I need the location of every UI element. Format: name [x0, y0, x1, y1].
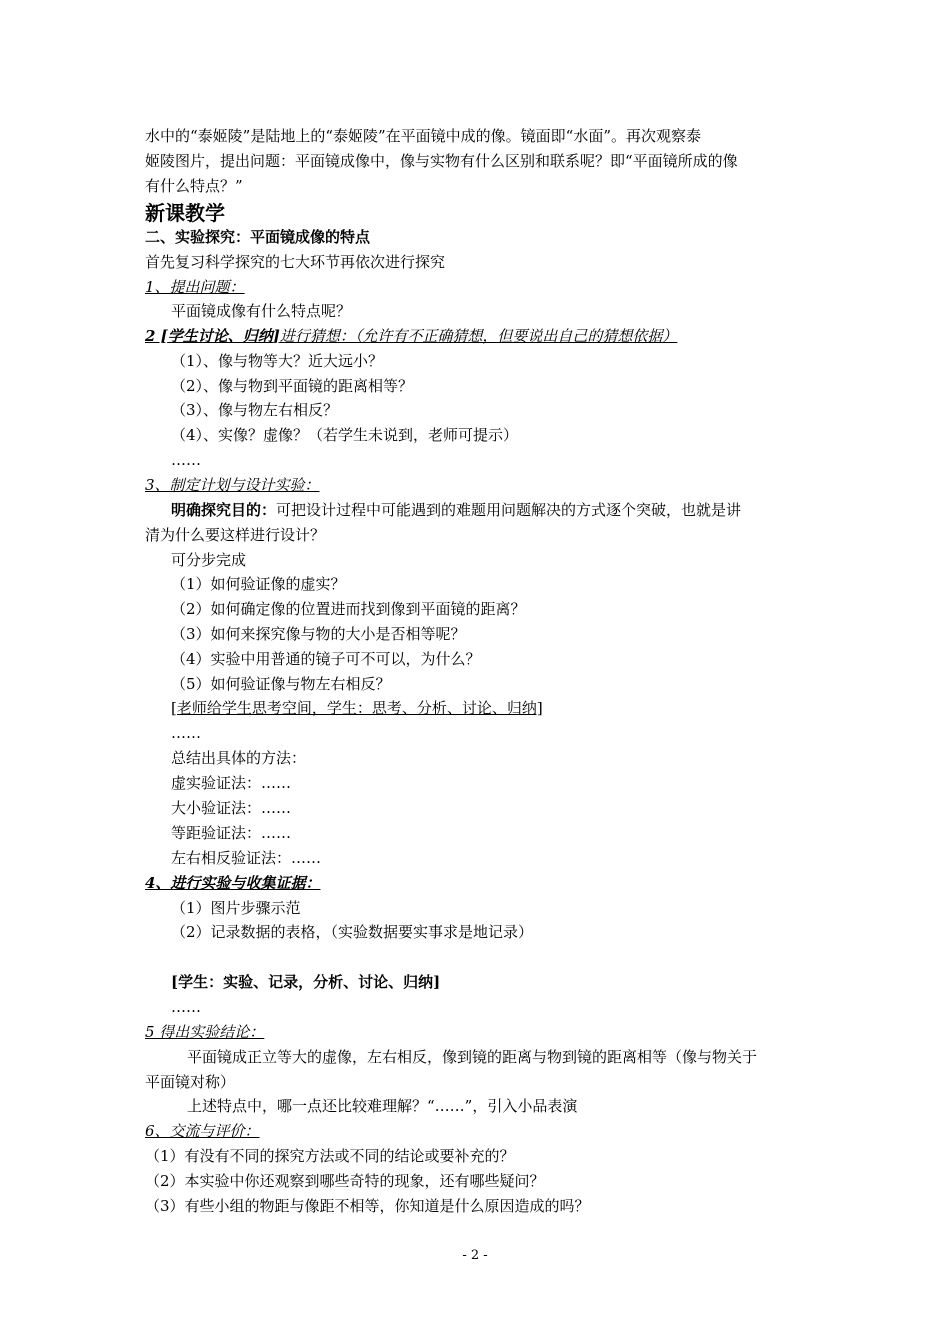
step1-title: 1、提出问题：	[145, 278, 245, 296]
method-item: 大小验证法：……	[171, 799, 292, 817]
guess-item: （1）、像与物等大？近大远小？	[171, 352, 384, 370]
teacher-note: [老师给学生思考空间，学生：思考、分析、讨论、归纳]	[171, 699, 543, 717]
guess-item: （3）、像与物左右相反？	[171, 401, 339, 419]
step6-item: （1）有没有不同的探究方法或不同的结论或要补充的？	[145, 1147, 515, 1165]
purpose-line	[171, 500, 741, 520]
step2-bracket-text: 学生讨论、归纳	[167, 327, 273, 345]
step6-title: 6、交流与评价：	[145, 1122, 260, 1140]
purpose-text-2: 清为什么要这样进行设计？	[145, 526, 326, 544]
ellipsis: ……	[171, 724, 201, 742]
step5-title: 5 得出实验结论：	[145, 1023, 265, 1041]
conclusion-line-1: 平面镜成正立等大的虚像，左右相反，像到镜的距离与物到镜的距离相等（像与物关于	[187, 1048, 758, 1066]
step2-title-rest: 进行猜想：（允许有不正确猜想，但要说出自己的猜想依据）	[279, 327, 678, 345]
review-line: 首先复习科学探究的七大环节再依次进行探究	[145, 253, 446, 271]
step4-title: 4、进行实验与收集证据：	[145, 874, 321, 892]
section-title: 新课教学	[145, 201, 225, 225]
step6-item: （2）本实验中你还观察到哪些奇特的现象，还有哪些疑问？	[145, 1172, 545, 1190]
design-question: （1）如何验证像的虚实？	[171, 575, 346, 593]
step4-item: （2）记录数据的表格，（实验数据要实事求是地记录）	[171, 923, 534, 941]
purpose-text: 可把设计过程中可能遇到的难题用问题解决的方式逐个突破，也就是讲	[276, 501, 742, 519]
step2-close: ]	[272, 327, 280, 345]
student-note: [学生：实验、记录，分析、讨论、归纳]	[171, 973, 441, 991]
step1-question: 平面镜成像有什么特点呢？	[171, 302, 352, 320]
method-item: 左右相反验证法：……	[171, 849, 322, 867]
step4-item: （1）图片步骤示范	[171, 899, 301, 917]
step3-title: 3、制定计划与设计实验：	[145, 476, 320, 494]
guess-item: ……	[171, 451, 201, 469]
followup-line: 上述特点中，哪一点还比较难理解？“……”，引入小品表演	[187, 1097, 578, 1115]
step2-title	[145, 326, 677, 346]
design-question: （3）如何来探究像与物的大小是否相等呢？	[171, 625, 466, 643]
design-question: （4）实验中用普通的镜子可不可以，为什么？	[171, 650, 481, 668]
stepwise-line: 可分步完成	[171, 551, 247, 569]
intro-line-3: 有什么特点？”	[145, 177, 243, 195]
summary-line: 总结出具体的方法：	[171, 749, 307, 767]
guess-item: （2）、像与物到平面镜的距离相等？	[171, 377, 414, 395]
intro-line-2: 姬陵图片，提出问题：平面镜成像中，像与实物有什么区别和联系呢？即“平面镜所成的像	[145, 152, 738, 170]
design-question: （5）如何验证像与物左右相反？	[171, 675, 391, 693]
ellipsis: ……	[171, 998, 201, 1016]
design-question: （2）如何确定像的位置进而找到像到平面镜的距离？	[171, 600, 526, 618]
method-item: 虚实验证法：……	[171, 774, 292, 792]
purpose-label: 明确探究目的：	[171, 501, 277, 519]
conclusion-line-2: 平面镜对称）	[145, 1073, 236, 1091]
intro-line-1: 水中的“泰姬陵”是陆地上的“泰姬陵”在平面镜中成的像。镜面即“水面”。再次观察泰	[145, 127, 702, 145]
guess-item: （4）、实像？虚像？（若学生未说到，老师可提示）	[171, 426, 519, 444]
method-item: 等距验证法：……	[171, 824, 292, 842]
step2-number: 2 [	[145, 327, 168, 345]
step6-item: （3）有些小组的物距与像距不相等，你知道是什么原因造成的吗？	[145, 1197, 590, 1215]
experiment-title: 二、实验探究：平面镜成像的特点	[145, 228, 371, 246]
page-number: - 2 -	[462, 1248, 488, 1263]
